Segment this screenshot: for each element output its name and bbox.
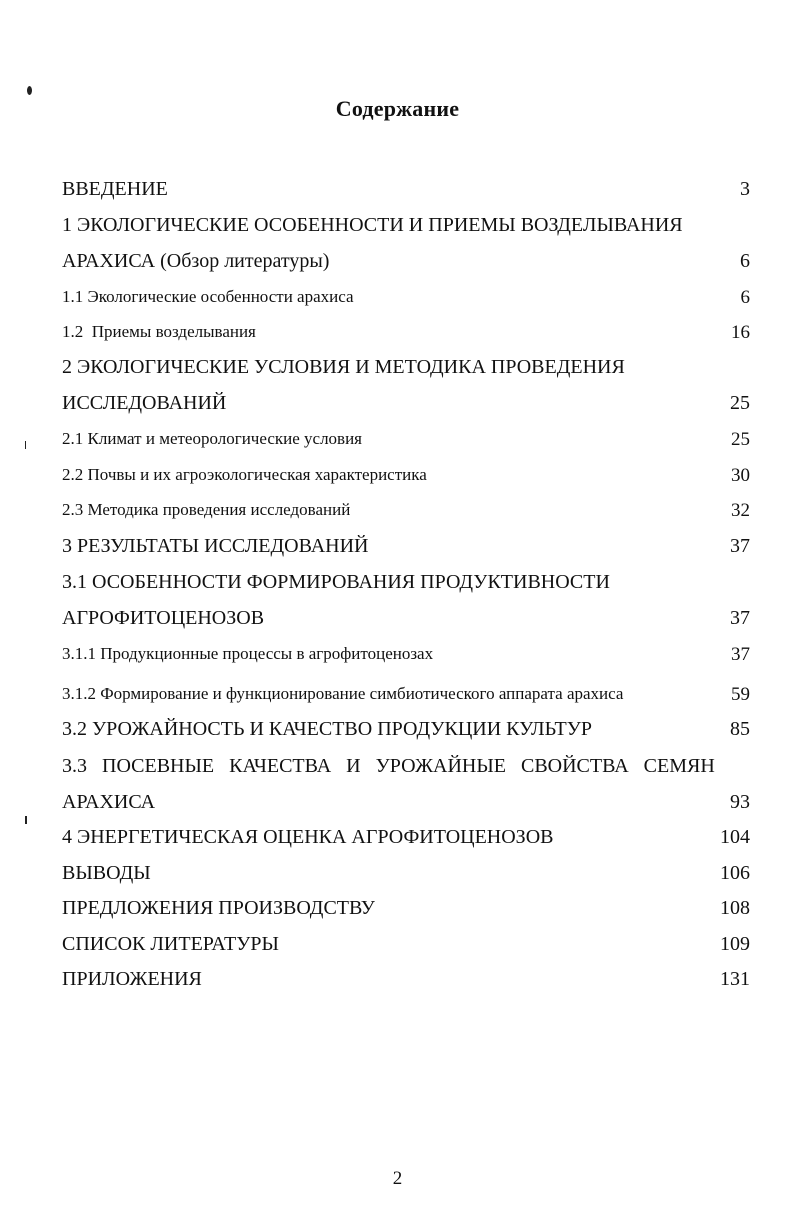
toc-entry-text: 3.3 ПОСЕВНЫЕ КАЧЕСТВА И УРОЖАЙНЫЕ СВОЙСТВА СЕМЯН: [62, 755, 715, 777]
toc-entry-page: 93: [730, 791, 750, 813]
toc-entry-page: 108: [720, 897, 750, 919]
toc-entry-page: 25: [730, 392, 750, 414]
toc-entry-text: 3.1.2 Формирование и функционирование симбиотического аппарата арахиса: [62, 684, 624, 703]
toc-entry-references[interactable]: [62, 933, 762, 959]
toc-entry-page: 25: [731, 429, 750, 450]
toc-entry-chapter-1-cont[interactable]: [62, 250, 762, 276]
toc-entry-3-2[interactable]: [62, 718, 762, 744]
toc-entry-1-1[interactable]: [62, 287, 762, 313]
page-number: 2: [392, 1168, 403, 1189]
toc-entry-3-1-2[interactable]: [62, 684, 762, 710]
toc-entry-text: 1.1 Экологические особенности арахиса: [62, 287, 354, 306]
toc-entry-2-3[interactable]: [62, 500, 762, 526]
toc-entry-page: 131: [720, 968, 750, 990]
toc-entry-conclusions[interactable]: [62, 862, 762, 888]
toc-entry-text: 3 РЕЗУЛЬТАТЫ ИССЛЕДОВАНИЙ: [62, 535, 369, 557]
scan-mark: [25, 441, 26, 449]
toc-entry-introduction[interactable]: [62, 178, 762, 204]
toc-entry-page: 37: [730, 607, 750, 629]
toc-entry-text: 3.2 УРОЖАЙНОСТЬ И КАЧЕСТВО ПРОДУКЦИИ КУЛЬТУР: [62, 718, 593, 740]
toc-entry-3-1-1[interactable]: [62, 644, 762, 670]
toc-entry-text: 3.1.1 Продукционные процессы в агрофитоценозах: [62, 644, 434, 663]
toc-entry-page: 85: [730, 718, 750, 740]
toc-entry-text: ПРЕДЛОЖЕНИЯ ПРОИЗВОДСТВУ: [62, 897, 375, 919]
toc-entry-page: 37: [730, 535, 750, 557]
toc-entry-text: 3.1 ОСОБЕННОСТИ ФОРМИРОВАНИЯ ПРОДУКТИВНОСТИ: [62, 571, 610, 593]
toc-entry-page: 106: [720, 862, 750, 884]
toc-entry-text: ИССЛЕДОВАНИЙ: [62, 392, 227, 414]
toc-entry-page: 32: [731, 500, 750, 521]
toc-entry-chapter-4[interactable]: [62, 826, 762, 852]
toc-entry-text: АРАХИСА (Обзор литературы): [62, 250, 330, 272]
toc-entry-text: 4 ЭНЕРГЕТИЧЕСКАЯ ОЦЕНКА АГРОФИТОЦЕНОЗОВ: [62, 826, 554, 848]
toc-entry-proposals[interactable]: [62, 897, 762, 923]
toc-entry-page: 109: [720, 933, 750, 955]
toc-entry-2-1[interactable]: [62, 429, 762, 455]
toc-entry-1-2[interactable]: [62, 322, 762, 348]
scan-mark: [25, 816, 27, 824]
toc-entry-2-2[interactable]: [62, 465, 762, 491]
toc-entry-chapter-2[interactable]: [62, 356, 762, 382]
toc-entry-3-3[interactable]: [62, 755, 762, 781]
toc-entry-text: АГРОФИТОЦЕНОЗОВ: [62, 607, 265, 629]
toc-entry-chapter-3[interactable]: [62, 535, 762, 561]
toc-entry-3-1-cont[interactable]: [62, 607, 762, 633]
toc-entry-page: 6: [740, 250, 750, 272]
toc-entry-appendices[interactable]: [62, 968, 762, 994]
toc-entry-3-1[interactable]: [62, 571, 762, 597]
toc-entry-text: ПРИЛОЖЕНИЯ: [62, 968, 202, 990]
toc-entry-chapter-1[interactable]: [62, 214, 762, 240]
toc-entry-text: ВЫВОДЫ: [62, 862, 151, 884]
toc-entry-text: 2 ЭКОЛОГИЧЕСКИЕ УСЛОВИЯ И МЕТОДИКА ПРОВЕДЕНИЯ: [62, 356, 625, 378]
toc-entry-page: 16: [731, 322, 750, 343]
toc-entry-page: 37: [731, 644, 750, 665]
toc-entry-page: 59: [731, 684, 750, 705]
toc-entry-text: 2.1 Климат и метеорологические условия: [62, 429, 362, 448]
toc-entry-text: АРАХИСА: [62, 791, 156, 813]
toc-entry-text: 1 ЭКОЛОГИЧЕСКИЕ ОСОБЕННОСТИ И ПРИЕМЫ ВОЗДЕЛЫВАНИЯ: [62, 214, 683, 236]
toc-entry-text: 1.2 Приемы возделывания: [62, 322, 256, 341]
toc-entry-page: 6: [740, 287, 750, 308]
toc-entry-page: 30: [731, 465, 750, 486]
toc-entry-page: 104: [720, 826, 750, 848]
toc-entry-text: 2.2 Почвы и их агроэкологическая характеристика: [62, 465, 427, 484]
toc-entry-text: 2.3 Методика проведения исследований: [62, 500, 351, 519]
toc-entry-text: ВВЕДЕНИЕ: [62, 178, 168, 200]
toc-entry-text: СПИСОК ЛИТЕРАТУРЫ: [62, 933, 279, 955]
toc-entry-3-3-cont[interactable]: [62, 791, 762, 817]
toc-entry-chapter-2-cont[interactable]: [62, 392, 762, 418]
page-title: Содержание: [335, 96, 460, 121]
scan-mark: [27, 86, 32, 95]
toc-entry-page: 3: [740, 178, 750, 200]
